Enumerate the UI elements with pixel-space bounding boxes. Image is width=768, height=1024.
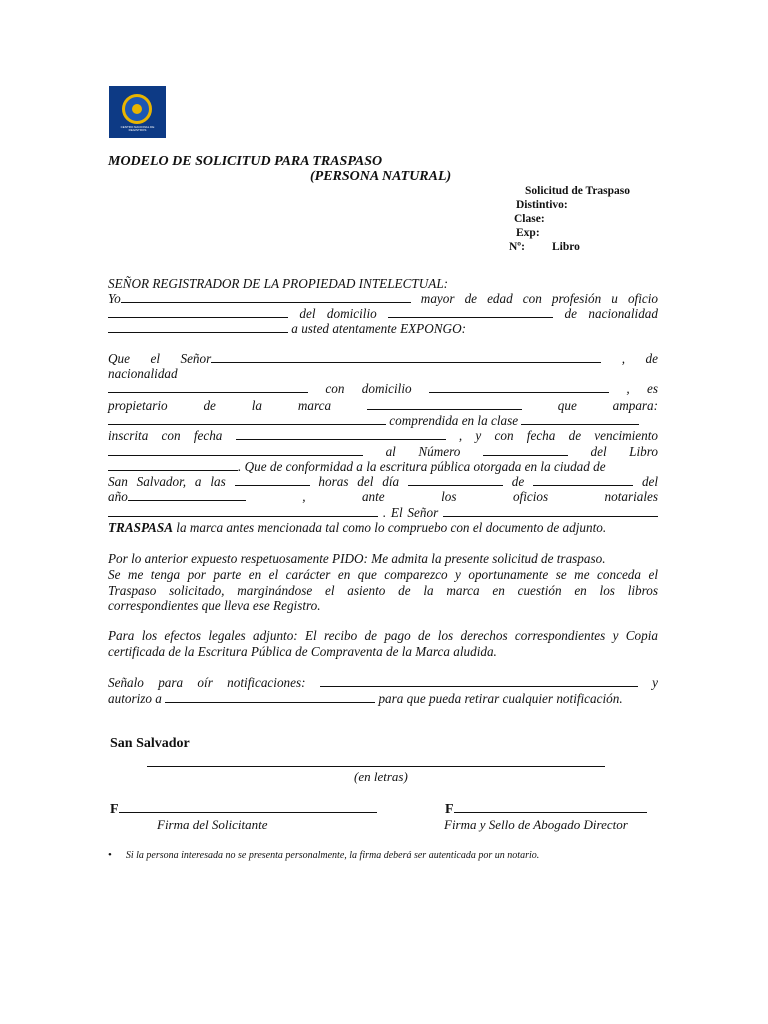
- p3-line1: Por lo anterior expuesto respetuosamente PIDO: Me admita la presente solicitud de traspaso.: [108, 551, 606, 566]
- ref-distintivo: Distintivo:: [516, 199, 568, 211]
- applicant-signature-label: Firma del Solicitante: [157, 817, 268, 832]
- lawyer-signature-line[interactable]: [454, 800, 647, 813]
- signature-f1: F: [110, 800, 377, 818]
- ref-numero: Nº:: [509, 241, 525, 253]
- registry-logo: [109, 86, 166, 138]
- nationality-blank[interactable]: [108, 321, 288, 333]
- signature-f2: F: [445, 800, 647, 818]
- lawyer-signature-label: Firma y Sello de Abogado Director: [444, 817, 628, 832]
- p4-line2: certificada de la Escritura Pública de Compraventa de la Marca aludida.: [108, 644, 497, 659]
- logo-emblem-icon: [122, 94, 152, 124]
- p5-line1: Señalo para oír notificaciones: y: [108, 675, 658, 690]
- date-line[interactable]: [147, 766, 605, 767]
- transferee-blank[interactable]: [443, 505, 658, 517]
- authorized-person-blank[interactable]: [165, 691, 375, 703]
- en-letras-label: (en letras): [354, 769, 408, 784]
- p4-line1: Para los efectos legales adjunto: El recibo de pago de los derechos correspondientes y Copia: [108, 628, 658, 643]
- hours-blank[interactable]: [235, 474, 310, 486]
- p2-line5: comprendida en la clase: [108, 413, 639, 428]
- p1-line3: a usted atentamente EXPONGO:: [108, 321, 466, 336]
- p1-line2: del domicilio de nacionalidad: [108, 306, 658, 321]
- p2-line8: . Que de conformidad a la escritura pública otorgada en la ciudad de: [108, 459, 606, 474]
- p2-line11: . El Señor: [108, 505, 658, 520]
- domicile-blank[interactable]: [388, 306, 553, 318]
- notary-blank[interactable]: [108, 505, 378, 517]
- class-blank[interactable]: [521, 413, 639, 425]
- p2-line7: al Número del Libro: [108, 444, 658, 459]
- profession-blank[interactable]: [108, 306, 288, 318]
- p3-line2: Se me tenga por parte en el carácter en que comparezco y oportunamente se me conceda el: [108, 567, 658, 582]
- document-subtitle: (PERSONA NATURAL): [310, 169, 452, 184]
- document-title: MODELO DE SOLICITUD PARA TRASPASO: [108, 154, 383, 169]
- expiry-date-blank[interactable]: [108, 444, 363, 456]
- book-blank[interactable]: [108, 459, 238, 471]
- name-blank[interactable]: [121, 291, 411, 303]
- goods-blank[interactable]: [108, 413, 386, 425]
- mark-blank[interactable]: [367, 398, 522, 410]
- owner-name-blank[interactable]: [211, 351, 601, 363]
- p5-line2: autorizo a para que pueda retirar cualquier notificación.: [108, 691, 623, 706]
- ref-exp: Exp:: [516, 227, 540, 239]
- p2-line2: nacionalidad: [108, 366, 178, 381]
- registration-date-blank[interactable]: [236, 428, 446, 440]
- number-blank[interactable]: [483, 444, 568, 456]
- logo-text: CENTRO NACIONAL DE REGISTROS: [120, 125, 155, 132]
- ref-solicitud: Solicitud de Traspaso: [525, 185, 631, 197]
- p2-line1: Que el Señor , de: [108, 351, 658, 366]
- p2-line4: propietario de la marca que ampara:: [108, 398, 659, 413]
- p1-line1: Yo mayor de edad con profesión u oficio: [108, 291, 659, 306]
- place-label: San Salvador: [110, 736, 190, 751]
- ref-libro: Libro: [552, 241, 580, 253]
- notarization-note: • Si la persona interesada no se presenta personalmente, la firma deberá ser autenticada por un notario.: [108, 849, 539, 861]
- p2-line12: TRASPASA la marca antes mencionada tal como lo compruebo con el documento de adjunto.: [108, 520, 607, 535]
- p2-line6: inscrita con fecha , y con fecha de vencimiento: [108, 428, 659, 443]
- addressee: SEÑOR REGISTRADOR DE LA PROPIEDAD INTELECTUAL:: [108, 276, 449, 291]
- p2-line9: San Salvador, a las horas del día de del: [108, 474, 659, 489]
- notification-address-blank[interactable]: [320, 675, 638, 687]
- ref-clase: Clase:: [514, 213, 545, 225]
- p2-line3: con domicilio , es: [108, 381, 658, 396]
- owner-domicile-blank[interactable]: [429, 381, 609, 393]
- year-blank[interactable]: [128, 489, 246, 501]
- owner-nationality-blank[interactable]: [108, 381, 308, 393]
- day-blank[interactable]: [408, 474, 503, 486]
- p2-line10: año , ante los oficios notariales: [108, 489, 659, 504]
- p3-line4: correspondientes que lleva ese Registro.: [108, 598, 321, 613]
- p3-line3: Traspaso solicitado, marginándose el asiento de la marca en cuestión en los libros: [108, 583, 658, 598]
- applicant-signature-line[interactable]: [119, 800, 377, 813]
- month-blank[interactable]: [533, 474, 633, 486]
